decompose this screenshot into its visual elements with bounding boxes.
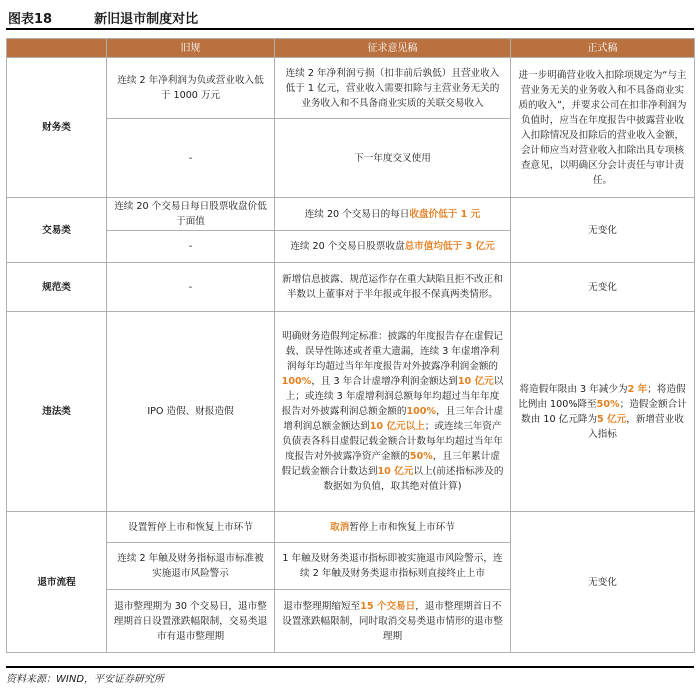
illegal-final-text-3: ；造假金额合计数由 10 亿元降为: [521, 398, 687, 425]
table-row: [7, 58, 695, 119]
table-row: [7, 198, 695, 231]
finance-draft-2: 下一年度交叉使用: [275, 119, 511, 198]
illegal-final-text-1: 将造假年限由 3 年减少为: [519, 383, 628, 395]
trading-draft-2-highlight: 总市值均低于 3 亿元: [404, 241, 495, 252]
trading-draft-1: [275, 198, 511, 231]
category-finance: 财务类: [7, 58, 107, 198]
illegal-draft-text-3: 以上；或连续 3 年虚增利润总额每年均超过当年年度报告对外披露利润总额金额的: [281, 376, 504, 417]
delisting-draft-3-text-b: ，退市整理期首日不设置涨跌幅限制，同时取消交易类退市情形的退市整理期: [282, 600, 503, 642]
illegal-draft-highlight-5: 50%: [409, 451, 433, 462]
illegal-draft: [275, 312, 511, 512]
finance-final: 进一步明确营业收入扣除项规定为“与主营业务无关的业务收入和不具备商业实质的收入”，并要求公司在扣非净利润为负值时，应当在年度报告中披露营业收入扣除情况及扣除后的营业收入金额，会计师应当对营业收入扣除出具专项核查意见，以明确区分会计责任与审计责任。: [511, 58, 695, 198]
trading-old-2: -: [107, 231, 275, 263]
comparison-table: [6, 38, 695, 653]
table-row: [7, 512, 695, 543]
illegal-draft-text-2: ，且 3 年合计虚增净利润金额达到: [311, 376, 458, 387]
illegal-draft-highlight-3: 100%: [406, 406, 437, 417]
trading-old-1: 连续 20 个交易日每日股票收盘价低于面值: [107, 198, 275, 231]
category-delisting: 退市流程: [7, 512, 107, 653]
figure-title-bar: [6, 6, 694, 30]
category-trading: 交易类: [7, 198, 107, 263]
illegal-draft-text-5: ；或连续三年资产负债表各科目虚假记载金额合计数每年均超过当年年度报告对外披露净资产金额的: [282, 421, 503, 462]
delisting-draft-1-highlight: 取消: [330, 521, 350, 533]
illegal-draft-highlight-1: 100%: [281, 376, 312, 387]
delisting-draft-3-highlight: 15 个交易日: [360, 600, 416, 612]
standard-final: 无变化: [511, 263, 695, 312]
delisting-draft-1: [275, 512, 511, 543]
table-row: [7, 263, 695, 312]
figure-title: 新旧退市制度对比: [94, 11, 199, 27]
header-draft: 征求意见稿: [275, 39, 511, 58]
delisting-old-3: 退市整理期为 30 个交易日，退市整理期首日设置涨跌幅限制，交易类退市有退市整理期: [107, 590, 275, 653]
standard-old: -: [107, 263, 275, 312]
table-row: [7, 312, 695, 512]
illegal-final-highlight-1: 2 年: [627, 383, 648, 395]
trading-draft-2-text: 连续 20 个交易日股票收盘: [290, 241, 405, 252]
source-note: 资料来源：WIND，平安证券研究所: [6, 666, 694, 685]
illegal-draft-text-4: ，且三年合计虚增利润总额金额达到: [283, 406, 504, 432]
illegal-final-highlight-2: 50%: [596, 398, 620, 410]
table-header-row: [7, 39, 695, 58]
delisting-draft-1-text: 暂停上市和恢复上市环节: [349, 521, 455, 533]
trading-final: 无变化: [511, 198, 695, 263]
category-illegal: 违法类: [7, 312, 107, 512]
delisting-final: 无变化: [511, 512, 695, 653]
delisting-draft-3: [275, 590, 511, 653]
illegal-draft-text-6: ，且三年累计虚假记载金额合计数达到: [281, 451, 500, 477]
illegal-draft-highlight-2: 10 亿元: [457, 376, 494, 387]
figure-label: 图表18: [8, 11, 53, 27]
illegal-draft-text-7: 以上(前述指标涉及的数据如为负值，取其绝对值计算): [323, 466, 504, 492]
delisting-old-1: 设置暂停上市和恢复上市环节: [107, 512, 275, 543]
header-old: 旧规: [107, 39, 275, 58]
delisting-old-2: 连续 2 年触及财务指标退市标准被实施退市风险警示: [107, 543, 275, 590]
finance-draft-1: 连续 2 年净利润亏损（扣非前后孰低）且营业收入低于 1 亿元，营业收入需要扣除与主营业务无关的业务收入和不具备商业实质的关联交易收入: [275, 58, 511, 119]
illegal-old: IPO 造假、财报造假: [107, 312, 275, 512]
delisting-draft-2: 1 年触及财务类退市指标即被实施退市风险警示，连续 2 年触及财务类退市指标则直接终止上市: [275, 543, 511, 590]
trading-draft-2: [275, 231, 511, 263]
illegal-final-highlight-3: 5 亿元: [597, 413, 627, 425]
delisting-draft-3-text-a: 退市整理期缩短至: [283, 600, 361, 612]
illegal-final-text-2: ；将造假比例由 100%降至: [518, 383, 686, 410]
illegal-final: [511, 312, 695, 512]
trading-draft-1-highlight: 收盘价低于 1 元: [409, 208, 481, 220]
category-standard: 规范类: [7, 263, 107, 312]
finance-old-1: 连续 2 年净利润为负或营业收入低于 1000 万元: [107, 58, 275, 119]
standard-draft: 新增信息披露、规范运作存在重大缺陷且拒不改正和半数以上董事对于半年报或年报不保真两类情形。: [275, 263, 511, 312]
header-final: 正式稿: [511, 39, 695, 58]
illegal-final-text-4: ，新增营业收入指标: [588, 413, 684, 440]
trading-draft-1-text: 连续 20 个交易日的每日: [304, 208, 410, 220]
header-corner: [7, 39, 107, 58]
illegal-draft-highlight-4: 10 亿元以上: [369, 421, 425, 432]
illegal-draft-highlight-6: 10 亿元: [377, 466, 414, 477]
finance-old-2: -: [107, 119, 275, 198]
illegal-draft-text-1: 明确财务造假判定标准：披露的年度报告存在虚假记载、误导性陈述或者重大遗漏，连续 3 年虚增净利润每年均超过当年年度报告对外披露净利润金额的: [282, 331, 503, 372]
